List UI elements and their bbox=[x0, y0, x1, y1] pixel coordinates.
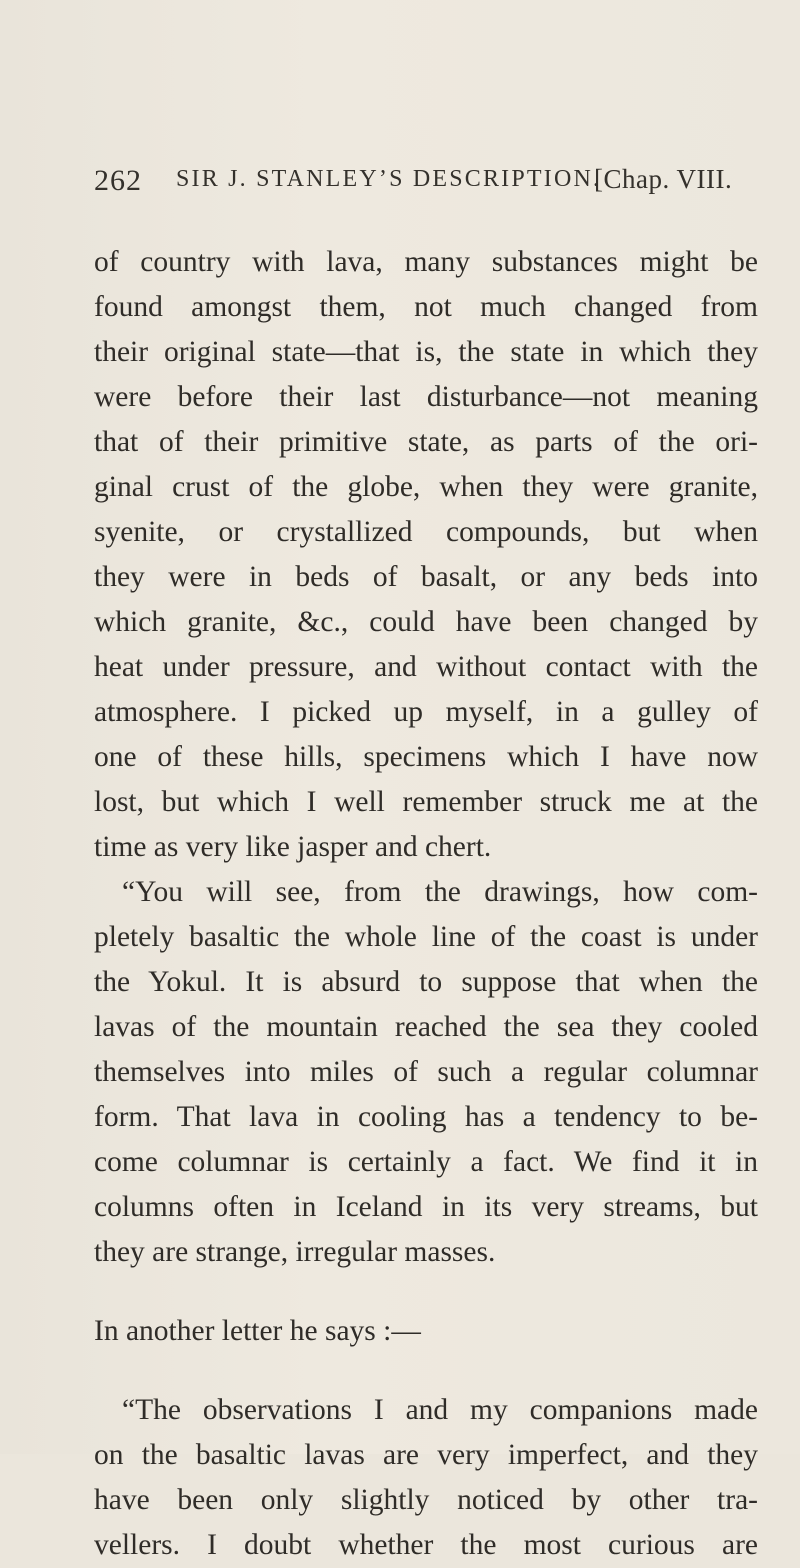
text-line: they were in beds of basalt, or any beds into bbox=[94, 561, 758, 593]
text-line: one of these hills, specimens which I have now bbox=[94, 741, 758, 773]
running-title: SIR J. STANLEY’S DESCRIPTION. bbox=[176, 166, 602, 192]
paragraph-gap bbox=[94, 1354, 758, 1388]
paragraph-continuation bbox=[94, 240, 758, 870]
text-line: “You will see, from the drawings, how com- bbox=[122, 876, 758, 908]
text-line: lost, but which I well remember struck me at the bbox=[94, 786, 758, 818]
text-line: that of their primitive state, as parts of the ori- bbox=[94, 426, 758, 458]
text-line: were before their last disturbance—not meaning bbox=[94, 381, 758, 413]
text-line: syenite, or crystallized compounds, but when bbox=[94, 516, 758, 548]
text-line: pletely basaltic the whole line of the coast is under bbox=[94, 921, 758, 953]
text-line: themselves into miles of such a regular columnar bbox=[94, 1056, 758, 1088]
text-line: which granite, &c., could have been changed by bbox=[94, 606, 758, 638]
text-line: they are strange, irregular masses. bbox=[94, 1236, 496, 1268]
text-line: come columnar is certainly a fact. We find it in bbox=[94, 1146, 758, 1178]
text-line: of country with lava, many substances might be bbox=[94, 246, 758, 278]
text-line: time as very like jasper and chert. bbox=[94, 831, 492, 863]
chapter-label: [Chap. VIII. bbox=[594, 164, 733, 194]
text-line: their original state—that is, the state in which they bbox=[94, 336, 758, 368]
text-line: on the basaltic lavas are very imperfect, and they bbox=[94, 1439, 758, 1471]
text-line: atmosphere. I picked up myself, in a gulley of bbox=[94, 696, 758, 728]
text-line: ginal crust of the globe, when they were granite, bbox=[94, 471, 758, 503]
text-line: have been only slightly noticed by other tra- bbox=[94, 1484, 758, 1516]
paragraph-quotation-2 bbox=[94, 1388, 758, 1568]
text-line: heat under pressure, and without contact with the bbox=[94, 651, 758, 683]
text-line: form. That lava in cooling has a tendency to be- bbox=[94, 1101, 758, 1133]
text-line: found amongst them, not much changed from bbox=[94, 291, 758, 323]
paragraph-narrative bbox=[94, 1309, 758, 1354]
text-line: In another letter he says :— bbox=[94, 1315, 421, 1347]
text-line: the Yokul. It is absurd to suppose that when the bbox=[94, 966, 758, 998]
text-line: lavas of the mountain reached the sea they cooled bbox=[94, 1011, 758, 1043]
page-number: 262 bbox=[94, 164, 142, 197]
text-line: “The observations I and my companions made bbox=[122, 1394, 758, 1426]
body-text bbox=[94, 240, 758, 1568]
text-line: columns often in Iceland in its very streams, but bbox=[94, 1191, 758, 1223]
paragraph-quotation-1 bbox=[94, 870, 758, 1275]
paragraph-gap bbox=[94, 1275, 758, 1309]
running-header bbox=[94, 164, 754, 204]
text-line: vellers. I doubt whether the most curious are bbox=[94, 1529, 758, 1561]
